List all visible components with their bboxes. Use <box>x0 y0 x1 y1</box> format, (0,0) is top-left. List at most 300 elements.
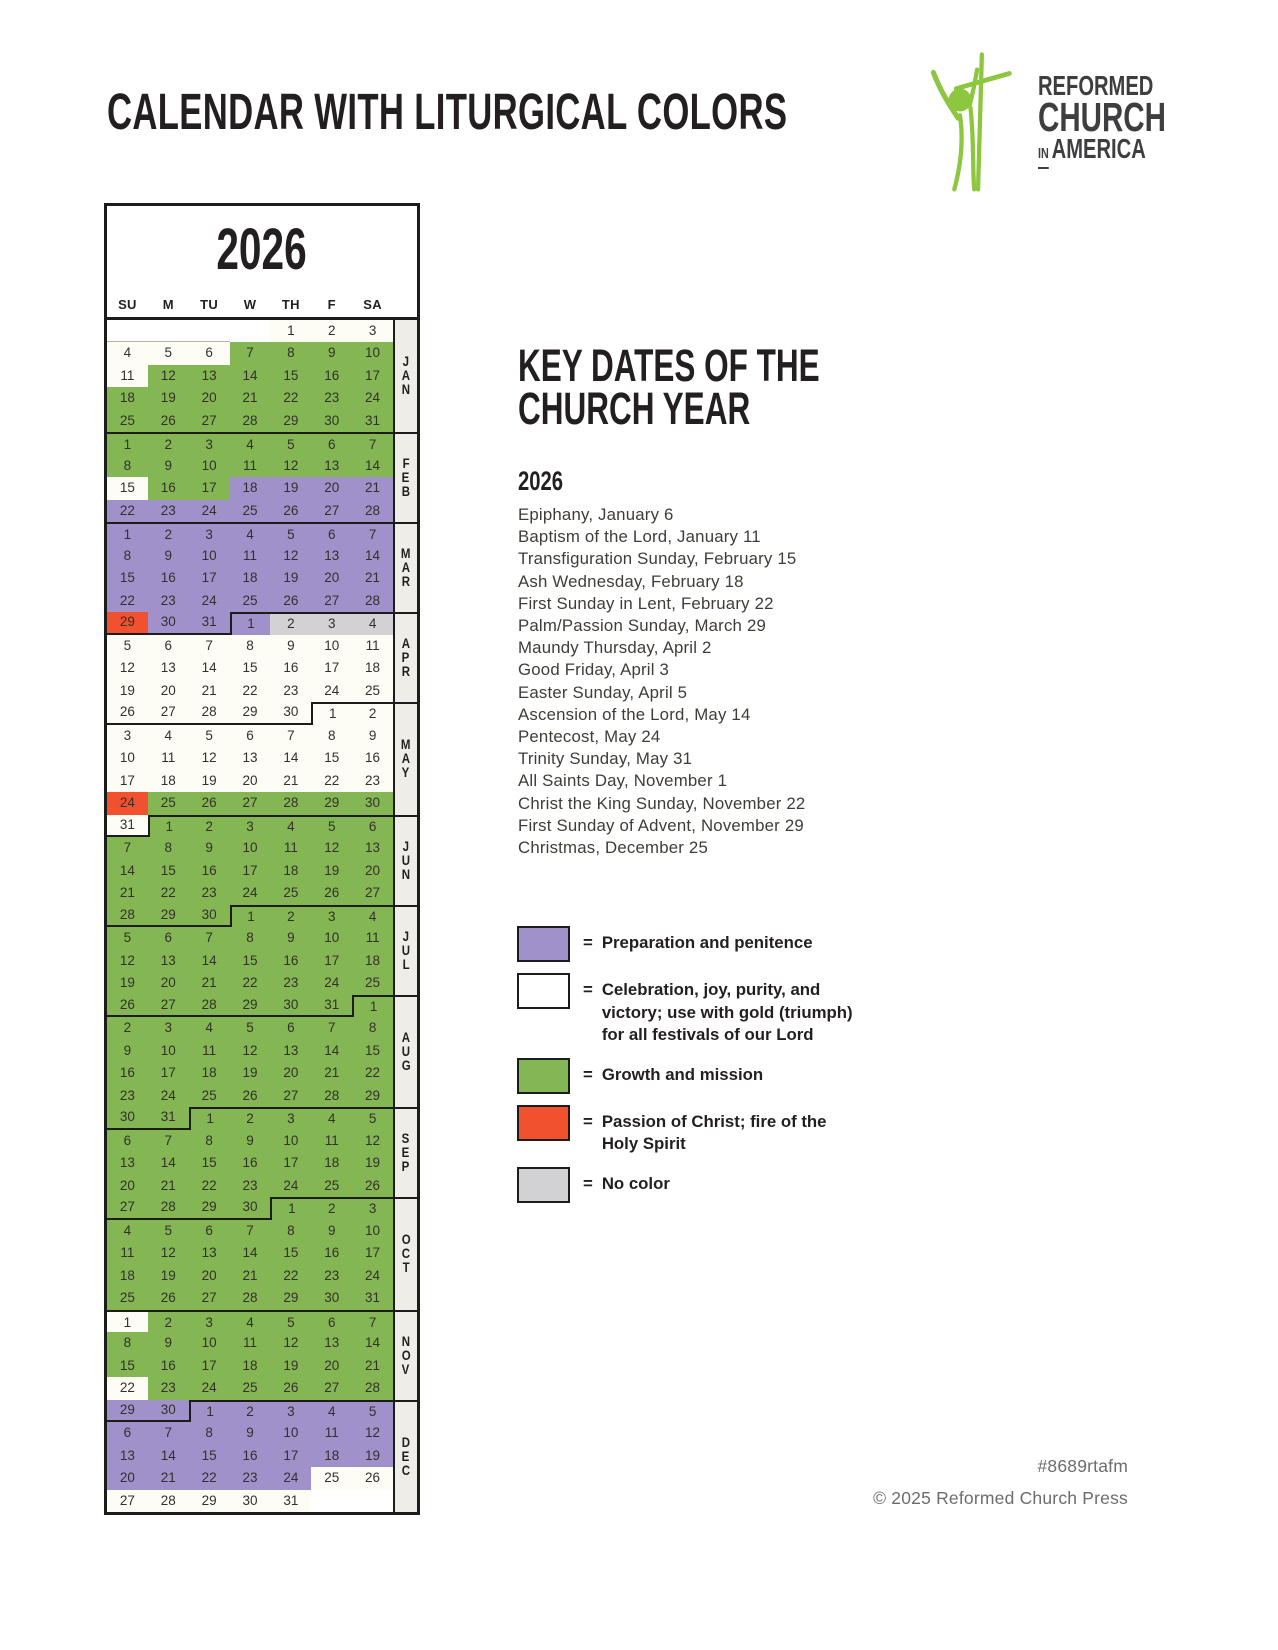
calendar-day: 29 <box>230 702 271 725</box>
calendar-day: 19 <box>148 387 189 410</box>
calendar-day: 31 <box>352 410 393 433</box>
calendar-day: 17 <box>148 1062 189 1085</box>
calendar-day: 12 <box>148 365 189 388</box>
legend-label-text: No color <box>601 1173 670 1193</box>
calendar-day: 27 <box>352 882 393 905</box>
calendar-day: 23 <box>230 1175 271 1198</box>
calendar-year <box>107 206 417 292</box>
calendar-week-row <box>107 1017 393 1040</box>
calendar-day: 18 <box>107 1265 148 1288</box>
calendar-day: 11 <box>230 455 271 478</box>
calendar-day: 11 <box>311 1422 352 1445</box>
key-date-item: First Sunday of Advent, November 29 <box>518 815 804 835</box>
legend-item-white <box>517 973 1017 1047</box>
calendar-day-empty <box>311 1490 352 1513</box>
calendar-day: 7 <box>352 1312 393 1333</box>
calendar-day: 2 <box>230 1107 271 1130</box>
calendar-week-row <box>107 1310 393 1333</box>
calendar-week-row <box>107 905 393 928</box>
legend-equals-sign: = <box>583 933 593 952</box>
key-date-item: Trinity Sunday, May 31 <box>518 749 693 769</box>
calendar-day: 24 <box>189 590 230 613</box>
calendar-day: 4 <box>352 612 393 635</box>
legend-equals-sign: = <box>583 1173 593 1193</box>
calendar-day: 23 <box>230 1467 271 1490</box>
calendar-body <box>107 320 417 1513</box>
calendar-day: 16 <box>189 860 230 883</box>
calendar-day: 4 <box>148 725 189 748</box>
calendar-day: 3 <box>148 1017 189 1040</box>
calendar-day: 20 <box>230 770 271 793</box>
calendar-week-row <box>107 680 393 703</box>
legend-item-orange <box>517 1105 1017 1156</box>
logo-in: IN <box>1038 141 1049 169</box>
calendar-day: 9 <box>311 1220 352 1243</box>
calendar-day: 24 <box>107 792 148 815</box>
calendar-day: 16 <box>230 1445 271 1468</box>
calendar-week-row <box>107 657 393 680</box>
calendar-day: 27 <box>189 410 230 433</box>
calendar-day: 9 <box>148 545 189 568</box>
calendar-day: 30 <box>352 792 393 815</box>
calendar-day: 23 <box>189 882 230 905</box>
calendar-day: 26 <box>270 590 311 613</box>
calendar-day: 2 <box>311 320 352 343</box>
calendar-day: 7 <box>107 837 148 860</box>
calendar-day: 16 <box>311 1242 352 1265</box>
calendar-day: 22 <box>270 387 311 410</box>
calendar-week-row <box>107 837 393 860</box>
calendar-day: 7 <box>352 524 393 545</box>
calendar-day: 10 <box>352 342 393 365</box>
calendar-day: 22 <box>352 1062 393 1085</box>
calendar-day: 13 <box>230 747 271 770</box>
calendar-week-row <box>107 1355 393 1378</box>
calendar-day: 24 <box>311 680 352 703</box>
calendar-day: 1 <box>148 815 189 838</box>
calendar-day: 3 <box>270 1400 311 1423</box>
calendar-day: 13 <box>107 1152 148 1175</box>
calendar-day: 24 <box>352 1265 393 1288</box>
calendar-week-row <box>107 477 393 500</box>
weekday-label: TH <box>281 297 300 312</box>
calendar-day: 4 <box>230 1312 271 1333</box>
legend-label-text: Preparation and penitence <box>601 933 813 952</box>
calendar-week-row <box>107 1220 393 1243</box>
calendar-day: 25 <box>107 1287 148 1310</box>
calendar-week-row <box>107 320 393 343</box>
month-label-may: M A Y <box>395 702 417 815</box>
calendar-day: 9 <box>311 342 352 365</box>
calendar-day: 3 <box>311 905 352 928</box>
calendar-day: 14 <box>148 1445 189 1468</box>
calendar-day: 15 <box>189 1445 230 1468</box>
calendar-day: 20 <box>148 972 189 995</box>
legend-label <box>583 1058 763 1094</box>
key-date-item: Epiphany, January 6 <box>518 505 674 524</box>
calendar-day: 15 <box>352 1040 393 1063</box>
calendar-day: 18 <box>230 567 271 590</box>
calendar-day: 28 <box>107 905 148 928</box>
calendar-week-row <box>107 1085 393 1108</box>
calendar-day: 12 <box>311 837 352 860</box>
calendar-day: 9 <box>107 1040 148 1063</box>
calendar-day: 28 <box>352 1377 393 1400</box>
calendar-day: 10 <box>230 837 271 860</box>
calendar-week-row <box>107 635 393 658</box>
calendar-day: 29 <box>107 612 148 635</box>
legend-swatch-white <box>517 973 570 1009</box>
calendar-day: 24 <box>270 1467 311 1490</box>
calendar-day-empty <box>148 320 189 343</box>
calendar-day: 4 <box>270 815 311 838</box>
calendar-day: 8 <box>107 545 148 568</box>
weekday-label: TU <box>200 297 219 312</box>
legend-equals-sign: = <box>583 980 593 999</box>
calendar-day: 19 <box>107 680 148 703</box>
legend-swatch-green <box>517 1058 570 1094</box>
calendar-day: 26 <box>230 1085 271 1108</box>
calendar-day: 6 <box>311 524 352 545</box>
calendar-week-row <box>107 432 393 455</box>
figure-head <box>949 89 972 112</box>
calendar-day: 21 <box>230 387 271 410</box>
calendar-day: 18 <box>148 770 189 793</box>
calendar-day: 15 <box>189 1152 230 1175</box>
calendar-day: 27 <box>148 995 189 1018</box>
key-dates-year: 2026 <box>518 466 564 496</box>
calendar-day: 2 <box>352 702 393 725</box>
calendar-day: 1 <box>107 434 148 455</box>
liturgical-calendar <box>104 203 420 1515</box>
calendar-week-row <box>107 815 393 838</box>
calendar-day: 9 <box>148 1332 189 1355</box>
calendar-day: 3 <box>189 434 230 455</box>
calendar-week-row <box>107 725 393 748</box>
calendar-day: 8 <box>107 1332 148 1355</box>
calendar-day: 1 <box>107 524 148 545</box>
calendar-day: 9 <box>230 1422 271 1445</box>
calendar-day: 5 <box>352 1400 393 1423</box>
calendar-day: 19 <box>352 1152 393 1175</box>
calendar-day: 27 <box>311 500 352 523</box>
calendar-day: 27 <box>107 1197 148 1220</box>
calendar-day: 28 <box>230 1287 271 1310</box>
calendar-day: 22 <box>230 972 271 995</box>
calendar-day: 27 <box>189 1287 230 1310</box>
calendar-day: 6 <box>230 725 271 748</box>
rca-figure-cross-icon <box>922 46 1036 194</box>
calendar-day: 4 <box>230 524 271 545</box>
calendar-day: 24 <box>311 972 352 995</box>
calendar-day: 9 <box>148 455 189 478</box>
weekday-label: M <box>162 297 174 312</box>
calendar-day: 7 <box>270 725 311 748</box>
calendar-day: 12 <box>270 1332 311 1355</box>
legend-label <box>583 1105 827 1156</box>
calendar-day: 7 <box>189 927 230 950</box>
calendar-day: 21 <box>311 1062 352 1085</box>
calendar-day: 23 <box>270 972 311 995</box>
calendar-day: 13 <box>148 657 189 680</box>
key-date-item: Easter Sunday, April 5 <box>518 682 688 702</box>
calendar-day: 9 <box>270 927 311 950</box>
key-date-item: Baptism of the Lord, January 11 <box>518 527 761 547</box>
calendar-week-row <box>107 702 393 725</box>
calendar-day: 6 <box>107 1422 148 1445</box>
legend-label-text: Celebration, joy, purity, and victory; use with gold (triumph) for all festivals of our Lord <box>601 980 853 1044</box>
calendar-year-text: 2026 <box>216 216 308 282</box>
calendar-week-row <box>107 590 393 613</box>
calendar-day: 14 <box>230 1242 271 1265</box>
calendar-day: 7 <box>148 1130 189 1153</box>
calendar-day: 2 <box>311 1197 352 1220</box>
calendar-week-row <box>107 365 393 388</box>
calendar-day: 30 <box>107 1107 148 1130</box>
key-date-item: Ascension of the Lord, May 14 <box>518 704 751 724</box>
calendar-day: 19 <box>148 1265 189 1288</box>
legend-item-green <box>517 1058 1017 1094</box>
calendar-day: 17 <box>270 1445 311 1468</box>
calendar-day: 19 <box>230 1062 271 1085</box>
calendar-day: 26 <box>270 500 311 523</box>
calendar-day: 18 <box>189 1062 230 1085</box>
calendar-day: 25 <box>189 1085 230 1108</box>
calendar-day: 24 <box>189 1377 230 1400</box>
calendar-day: 5 <box>148 1220 189 1243</box>
calendar-day: 8 <box>148 837 189 860</box>
calendar-day: 12 <box>148 1242 189 1265</box>
calendar-day: 15 <box>148 860 189 883</box>
calendar-day: 14 <box>352 1332 393 1355</box>
calendar-day: 1 <box>270 320 311 343</box>
calendar-week-row <box>107 567 393 590</box>
calendar-day: 13 <box>189 365 230 388</box>
calendar-day: 15 <box>311 747 352 770</box>
calendar-day: 7 <box>230 1220 271 1243</box>
calendar-day: 17 <box>107 770 148 793</box>
calendar-day: 22 <box>107 500 148 523</box>
calendar-day: 12 <box>352 1130 393 1153</box>
calendar-day: 13 <box>148 950 189 973</box>
calendar-day: 3 <box>311 612 352 635</box>
calendar-day: 18 <box>270 860 311 883</box>
calendar-day: 4 <box>189 1017 230 1040</box>
calendar-day: 3 <box>189 1312 230 1333</box>
calendar-day: 13 <box>311 545 352 568</box>
calendar-day: 21 <box>148 1467 189 1490</box>
calendar-week-row <box>107 1445 393 1468</box>
calendar-day: 29 <box>311 792 352 815</box>
calendar-day: 17 <box>270 1152 311 1175</box>
calendar-day: 23 <box>352 770 393 793</box>
calendar-day: 1 <box>230 612 271 635</box>
calendar-week-row <box>107 792 393 815</box>
calendar-day: 12 <box>189 747 230 770</box>
calendar-day: 4 <box>311 1107 352 1130</box>
calendar-day: 6 <box>311 434 352 455</box>
calendar-day: 29 <box>148 905 189 928</box>
calendar-day: 15 <box>230 950 271 973</box>
month-label-sep: S E P <box>395 1107 417 1197</box>
calendar-day: 20 <box>352 860 393 883</box>
calendar-week-row <box>107 1377 393 1400</box>
month-label-oct: O C T <box>395 1197 417 1310</box>
key-date-item: Pentecost, May 24 <box>518 727 661 747</box>
calendar-day: 5 <box>189 725 230 748</box>
calendar-day: 11 <box>270 837 311 860</box>
calendar-day-empty <box>107 320 148 343</box>
calendar-day: 4 <box>107 342 148 365</box>
calendar-day: 1 <box>230 905 271 928</box>
legend-swatch-orange <box>517 1105 570 1141</box>
calendar-day: 6 <box>148 927 189 950</box>
key-dates-heading-line2: CHURCH YEAR <box>518 383 751 434</box>
calendar-day: 28 <box>189 995 230 1018</box>
calendar-week-row <box>107 1490 393 1513</box>
calendar-day: 5 <box>148 342 189 365</box>
calendar-day: 28 <box>270 792 311 815</box>
calendar-day: 5 <box>311 815 352 838</box>
calendar-day: 22 <box>311 770 352 793</box>
calendar-day: 18 <box>230 477 271 500</box>
calendar-day: 29 <box>107 1400 148 1423</box>
calendar-day: 2 <box>148 434 189 455</box>
month-label-jun: J U N <box>395 815 417 905</box>
calendar-day: 30 <box>311 410 352 433</box>
calendar-day: 9 <box>230 1130 271 1153</box>
calendar-day: 21 <box>352 1355 393 1378</box>
calendar-day: 20 <box>148 680 189 703</box>
calendar-day: 21 <box>107 882 148 905</box>
calendar-day: 16 <box>311 365 352 388</box>
calendar-day: 28 <box>148 1490 189 1513</box>
calendar-grid <box>107 320 393 1513</box>
calendar-week-row <box>107 1265 393 1288</box>
calendar-day: 17 <box>311 657 352 680</box>
calendar-day: 1 <box>189 1107 230 1130</box>
calendar-week-row <box>107 1130 393 1153</box>
calendar-day: 6 <box>270 1017 311 1040</box>
calendar-day: 28 <box>311 1085 352 1108</box>
calendar-day: 27 <box>107 1490 148 1513</box>
color-legend <box>517 926 1017 1214</box>
calendar-day: 2 <box>270 612 311 635</box>
calendar-day: 22 <box>148 882 189 905</box>
calendar-day: 19 <box>270 477 311 500</box>
calendar-day: 19 <box>270 567 311 590</box>
calendar-day: 17 <box>189 567 230 590</box>
legend-equals-sign: = <box>583 1111 593 1131</box>
calendar-day: 16 <box>270 950 311 973</box>
calendar-day: 26 <box>189 792 230 815</box>
calendar-day: 25 <box>230 1377 271 1400</box>
calendar-day: 21 <box>352 567 393 590</box>
calendar-day: 8 <box>230 927 271 950</box>
calendar-day: 27 <box>270 1085 311 1108</box>
calendar-week-row <box>107 860 393 883</box>
calendar-day: 23 <box>107 1085 148 1108</box>
calendar-day: 7 <box>148 1422 189 1445</box>
calendar-day: 18 <box>352 657 393 680</box>
calendar-day: 17 <box>189 477 230 500</box>
calendar-day: 31 <box>107 815 148 838</box>
calendar-day: 20 <box>189 387 230 410</box>
calendar-day: 5 <box>230 1017 271 1040</box>
calendar-day: 21 <box>148 1175 189 1198</box>
calendar-day: 16 <box>352 747 393 770</box>
calendar-day: 16 <box>148 567 189 590</box>
calendar-day: 14 <box>352 545 393 568</box>
month-label-jul: J U L <box>395 905 417 995</box>
calendar-week-row <box>107 1400 393 1423</box>
calendar-week-row <box>107 747 393 770</box>
calendar-day: 10 <box>148 1040 189 1063</box>
calendar-day: 11 <box>148 747 189 770</box>
calendar-day: 8 <box>311 725 352 748</box>
calendar-day: 26 <box>107 995 148 1018</box>
calendar-day: 8 <box>189 1130 230 1153</box>
calendar-day: 10 <box>189 455 230 478</box>
calendar-day: 16 <box>148 477 189 500</box>
calendar-week-row <box>107 387 393 410</box>
calendar-day: 15 <box>230 657 271 680</box>
calendar-day: 8 <box>270 342 311 365</box>
month-label-mar: M A R <box>395 522 417 612</box>
calendar-day: 25 <box>352 680 393 703</box>
calendar-day: 11 <box>230 1332 271 1355</box>
calendar-day: 3 <box>352 1197 393 1220</box>
calendar-day: 27 <box>230 792 271 815</box>
calendar-day: 11 <box>107 365 148 388</box>
key-date-item: Transfiguration Sunday, February 15 <box>518 549 797 569</box>
calendar-day: 2 <box>230 1400 271 1423</box>
calendar-day: 26 <box>352 1467 393 1490</box>
calendar-day: 12 <box>352 1422 393 1445</box>
calendar-day: 15 <box>270 365 311 388</box>
key-date-item: Maundy Thursday, April 2 <box>518 638 712 658</box>
calendar-day: 13 <box>189 1242 230 1265</box>
key-date-item: All Saints Day, November 1 <box>518 771 728 791</box>
calendar-day: 23 <box>270 680 311 703</box>
calendar-day: 23 <box>148 500 189 523</box>
calendar-day: 31 <box>148 1107 189 1130</box>
calendar-day: 28 <box>230 410 271 433</box>
weekday-label: W <box>243 297 257 312</box>
calendar-day: 19 <box>352 1445 393 1468</box>
calendar-day: 22 <box>230 680 271 703</box>
calendar-day: 14 <box>189 950 230 973</box>
legend-label <box>583 973 853 1047</box>
calendar-day: 25 <box>311 1175 352 1198</box>
calendar-day: 30 <box>311 1287 352 1310</box>
calendar-week-row <box>107 927 393 950</box>
calendar-day: 21 <box>189 972 230 995</box>
calendar-week-row <box>107 522 393 545</box>
calendar-day: 1 <box>270 1197 311 1220</box>
calendar-day: 29 <box>270 410 311 433</box>
calendar-day: 19 <box>107 972 148 995</box>
calendar-day: 14 <box>311 1040 352 1063</box>
calendar-day: 25 <box>230 590 271 613</box>
calendar-day: 22 <box>107 1377 148 1400</box>
calendar-day: 10 <box>270 1130 311 1153</box>
calendar-day: 1 <box>189 1400 230 1423</box>
month-label-jan: J A N <box>401 353 411 397</box>
calendar-day: 6 <box>352 815 393 838</box>
calendar-day: 7 <box>230 342 271 365</box>
rca-logo <box>922 46 1216 194</box>
